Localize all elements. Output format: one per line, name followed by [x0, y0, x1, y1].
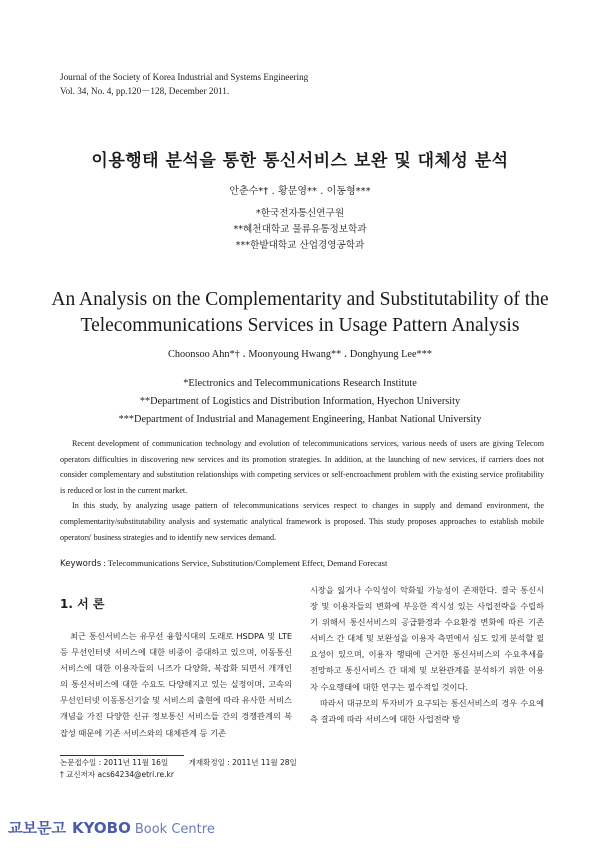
body-paragraph: 따라서 대규모의 투자비가 요구되는 통신서비스의 경우 수요예측 결과에 따라 서비스에 대한 사업전략 방: [310, 697, 544, 724]
section-heading: 1. 서 론: [60, 597, 105, 611]
english-title: [40, 287, 560, 339]
kyobo-suffix: Book Centre: [134, 822, 215, 837]
korean-affiliation: ***한밭대학교 산업경영공학과: [235, 240, 365, 251]
journal-info: [60, 70, 308, 98]
abstract-paragraph: In this study, by analyzing usage pattern of telecommunications services respect to changes in supply and demand environment, the complementarity/substitutability analysis and systematic analytical framework is proposed. This study proposes approaches to establish mobile operators' business strategies and to identify new services demand.: [60, 501, 544, 542]
accepted-date: 게재확정일 : 2011년 11월 28일: [188, 758, 297, 767]
english-affiliations: [0, 375, 600, 429]
english-affiliation: **Department of Logistics and Distribution Information, Hyechon University: [139, 396, 461, 407]
keywords: [60, 558, 387, 569]
korean-authors: 안춘수*† ․ 황문영** ․ 이동형***: [229, 186, 371, 197]
footnote-divider: [60, 755, 184, 756]
corresponding-author: † 교신저자 acs64234@etri.re.kr: [60, 770, 174, 779]
body-paragraph: 시장을 잃거나 수익성이 악화될 가능성이 존재한다. 결국 통신시장 및 이용자들의 변화에 부응한 적시성 있는 사업전략을 수립하기 위해서 통신서비스의 공급환경과 수요환경 변화에 따른 기존 서비스 간 대체 및 보완성을 이용자 측면에서 심도 있게 분석할 필요성이 있으며, 이용자 행태에 근거한 통신서비스의 수요추세를 전망하고 통신서비스 간 대체 및 보완관계를 분석하기 위한 이용자 수요행태에 대한 연구는 필수적일 것이다.: [310, 585, 544, 692]
english-affiliation: ***Department of Industrial and Management Engineering, Hanbat National University: [118, 414, 482, 425]
abstract: [60, 436, 544, 545]
body-paragraph: 최근 통신서비스는 유무선 융합시대의 도래로 HSDPA 및 LTE 등 무선인터넷 서비스에 대한 비중이 증대하고 있으며, 이동통신 서비스에 대한 이용자들의 니즈가 다양화, 복잡화 되면서 개개인의 통신서비스에 대한 수요도 다양해지고 있는 실정이며, 고속의 무선인터넷 이동통신기술 및 서비스의 출현에 따라 유사한 서비스 개념을 가진 다양한 신규 정보통신 서비스들 간의 경쟁관계의 복잡성 때문에 기존 서비스와의 대체관계 등 기존: [60, 631, 292, 738]
footnote-dates: [60, 757, 297, 769]
korean-affiliation: *한국전자통신연구원: [255, 208, 345, 219]
keywords-text: : Telecommunications Service, Substitution/Complement Effect, Demand Forecast: [101, 558, 388, 568]
kyobo-korean: 교보문고: [8, 819, 66, 837]
english-affiliation: *Electronics and Telecommunications Research Institute: [183, 378, 417, 389]
english-authors: Choonsoo Ahn*† ․ Moonyoung Hwang** ․ Donghyung Lee***: [167, 349, 432, 360]
kyobo-brand: KYOBO: [71, 819, 131, 837]
abstract-paragraph: Recent development of communication technology and evolution of telecommunications services, various needs of users are giving Telecom operators difficulties in discovering new services and its promotion strategies. In addition, at the launching of new services, if carriers does not consider complementary and substitution relationships with competing services or self-encroachment problem with the existing service profitability is reduced or lost in the current market.: [60, 439, 544, 495]
english-title-line: Telecommunications Services in Usage Pattern Analysis: [80, 315, 520, 336]
korean-title: 이용행태 분석을 통한 통신서비스 보완 및 대체성 분석: [91, 151, 509, 171]
received-date: 논문접수일 : 2011년 11월 16일: [60, 758, 169, 767]
journal-volume: Vol. 34, No. 4, pp.120－128, December 2011.: [60, 86, 230, 96]
korean-affiliation: **혜천대학교 물류유통정보학과: [233, 224, 367, 235]
english-title-line: An Analysis on the Complementarity and Substitutability of the: [51, 289, 549, 310]
body-right-column: [310, 582, 544, 727]
kyobo-watermark: [8, 817, 215, 838]
keywords-label: Keywords: [60, 559, 102, 569]
journal-name: Journal of the Society of Korea Industrial and Systems Engineering: [60, 72, 309, 82]
body-left-column: [60, 628, 292, 741]
footnote: [60, 757, 297, 781]
korean-affiliations: [0, 206, 600, 254]
